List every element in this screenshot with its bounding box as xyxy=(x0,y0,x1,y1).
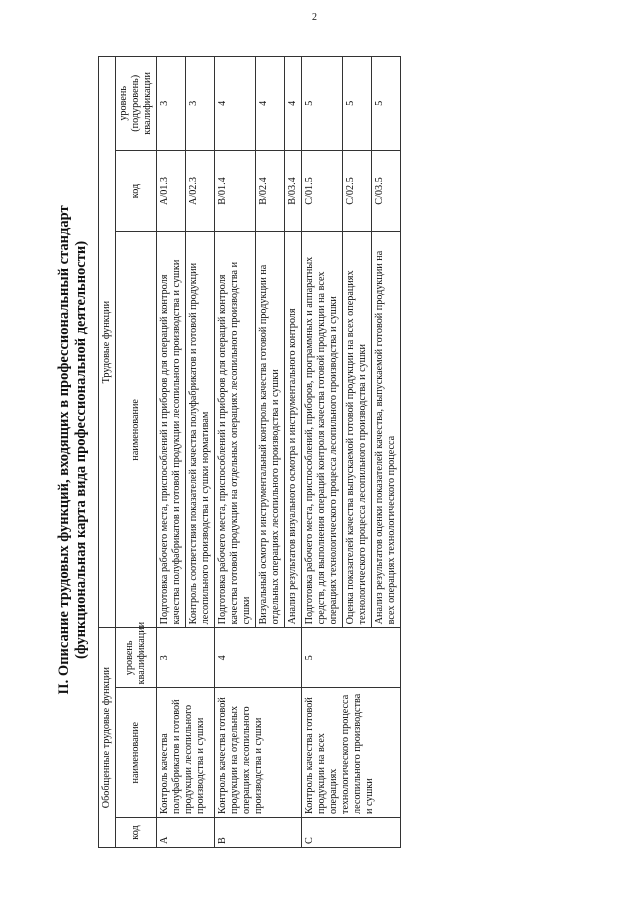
group-name: Контроль качества готовой продукции на всех операциях технологического процесса лесопильного производства и сушки xyxy=(302,688,401,818)
header-labor-functions: Трудовые функции xyxy=(99,57,116,628)
group-level: 3 xyxy=(157,628,215,688)
group-code: B xyxy=(215,818,302,848)
function-name: Подготовка рабочего места, приспособлений и приборов для операций контроля качества полуфабрикатов и готовой продукции лесопильного производства и сушки xyxy=(157,232,186,628)
header-tf-code: код xyxy=(116,150,157,232)
group-code: A xyxy=(157,818,215,848)
table-row xyxy=(302,57,343,848)
function-name: Подготовка рабочего места, приспособлений, приборов, программных и аппаратных средств, для выполнения операций контроля качества готовой продукции на всех операциях технологического процесса лесопильного производства и сушки xyxy=(302,232,343,628)
function-level: 3 xyxy=(186,57,215,151)
functional-map-table xyxy=(98,56,401,848)
function-level: 4 xyxy=(256,57,285,151)
group-name: Контроль качества полуфабрикатов и готовой продукции лесопильного производства и сушки xyxy=(157,688,215,818)
function-code: B/02.4 xyxy=(256,150,285,232)
function-code: B/03.4 xyxy=(285,150,302,232)
group-level: 4 xyxy=(215,628,302,688)
header-tf-name: наименование xyxy=(116,232,157,628)
function-name: Контроль соответствия показателей качества полуфабрикатов и готовой продукции лесопильного производства и сушки нормативам xyxy=(186,232,215,628)
page-number: 2 xyxy=(312,12,317,23)
function-level: 3 xyxy=(157,57,186,151)
function-level: 4 xyxy=(285,57,302,151)
function-level: 5 xyxy=(372,57,401,151)
header-name: наименование xyxy=(116,688,157,818)
section-title xyxy=(56,50,90,850)
rotated-page-content xyxy=(50,50,560,850)
title-line-1: II. Описание трудовых функций, входящих в профессиональный стандарт xyxy=(56,205,72,695)
title-line-2: (функциональная карта вида профессиональной деятельности) xyxy=(73,240,89,660)
function-name: Анализ результатов оценки показателей качества, выпускаемой готовой продукции на всех операциях технологического процесса xyxy=(372,232,401,628)
header-code: код xyxy=(116,818,157,848)
function-code: C/01.5 xyxy=(302,150,343,232)
function-code: B/01.4 xyxy=(215,150,256,232)
group-level: 5 xyxy=(302,628,401,688)
function-level: 5 xyxy=(343,57,372,151)
function-code: A/02.3 xyxy=(186,150,215,232)
group-name: Контроль качества готовой продукции на отдельных операциях лесопильного производства и сушки xyxy=(215,688,302,818)
header-tf-level: уровень (подуровень) квалификации xyxy=(116,57,157,151)
function-level: 5 xyxy=(302,57,343,151)
function-code: A/01.3 xyxy=(157,150,186,232)
group-code: C xyxy=(302,818,401,848)
function-name: Анализ результатов визуального осмотра и инструментального контроля xyxy=(285,232,302,628)
function-code: C/03.5 xyxy=(372,150,401,232)
table-row xyxy=(215,57,256,848)
function-level: 4 xyxy=(215,57,256,151)
function-code: C/02.5 xyxy=(343,150,372,232)
header-generalized-functions: Обобщенные трудовые функции xyxy=(99,628,116,848)
header-level: уровень квалификации xyxy=(116,628,157,688)
function-name: Подготовка рабочего места, приспособлений и приборов для операций контроля качества готовой продукции на отдельных операциях лесопильного производства и сушки xyxy=(215,232,256,628)
function-name: Визуальный осмотр и инструментальный контроль качества готовой продукции на отдельных операциях лесопильного производства и сушки xyxy=(256,232,285,628)
function-name: Оценка показателей качества выпускаемой готовой продукции на всех операциях технологического процесса лесопильного производства и сушки xyxy=(343,232,372,628)
table-row xyxy=(157,57,186,848)
